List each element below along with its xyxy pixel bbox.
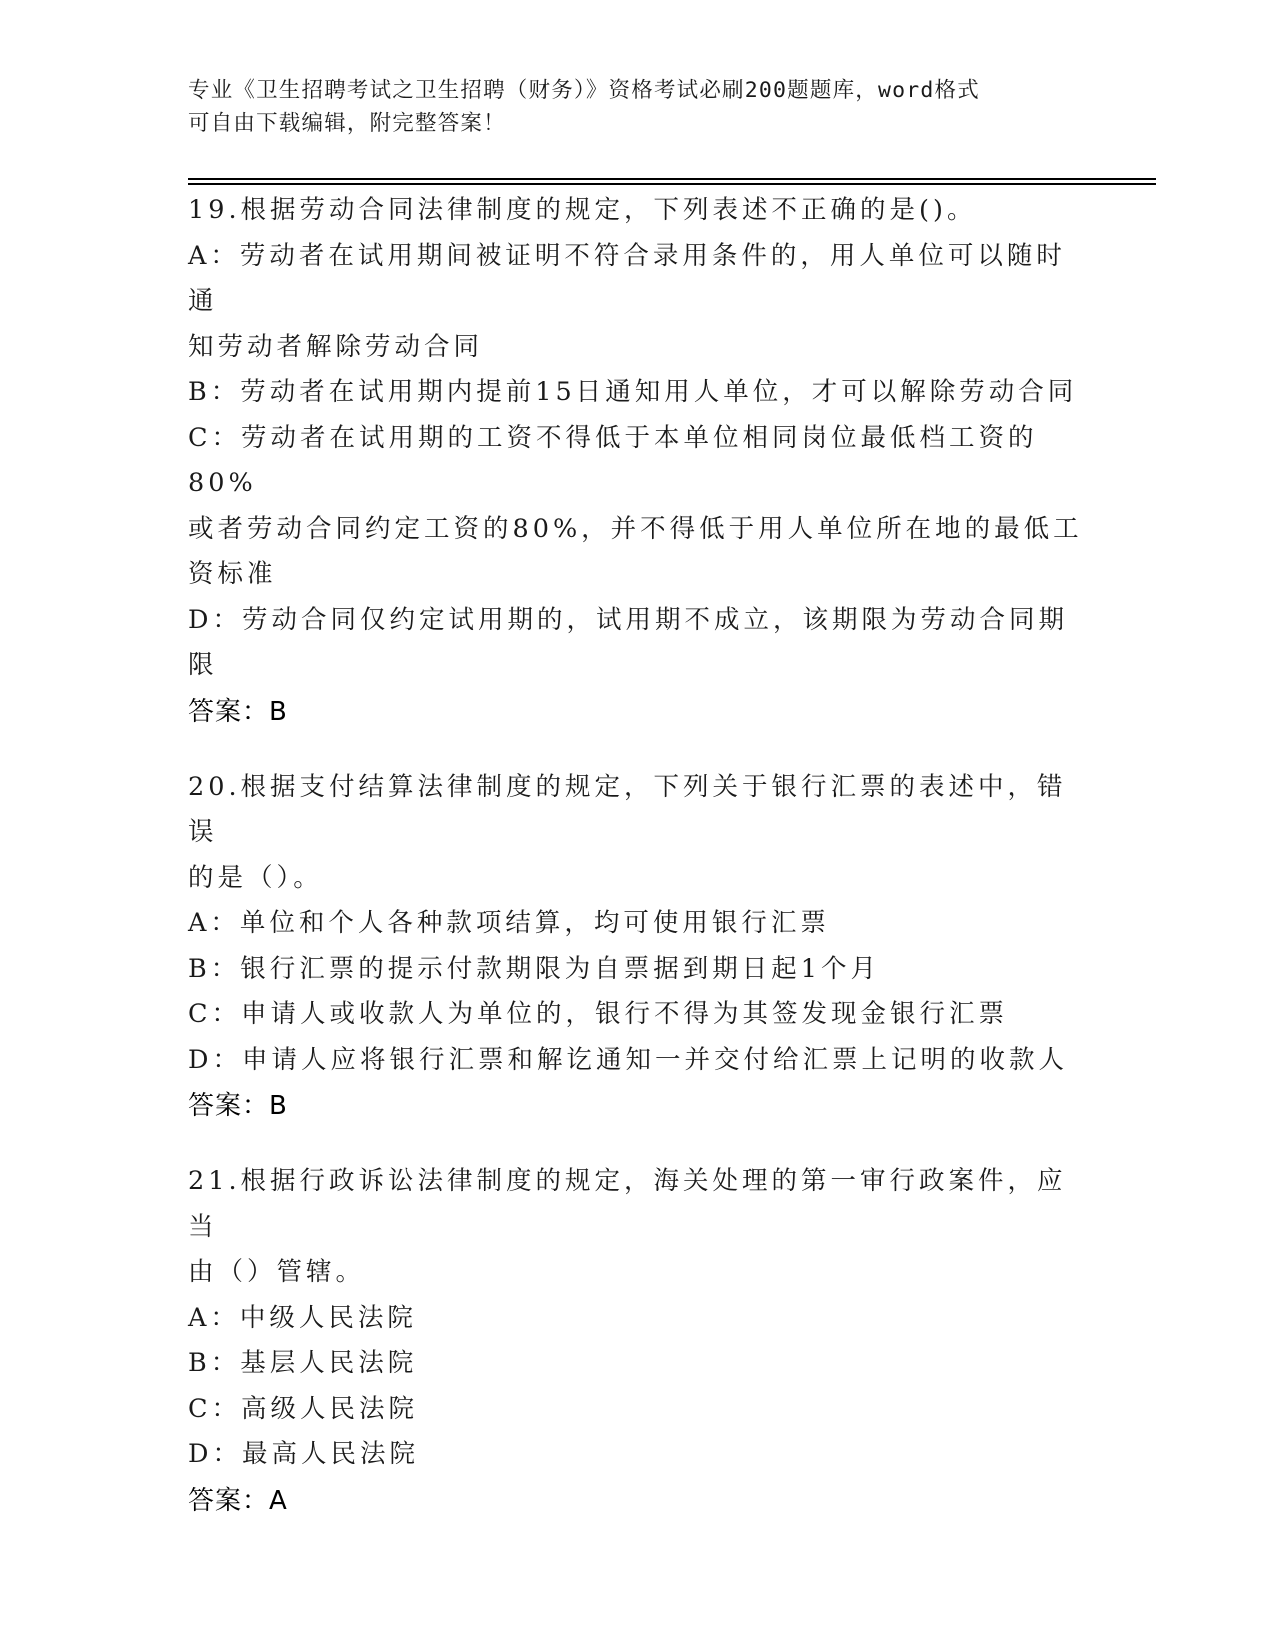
question-21	[188, 1159, 1088, 1524]
question-19	[188, 188, 1088, 735]
option-d: D：劳动合同仅约定试用期的，试用期不成立，该期限为劳动合同期限	[188, 604, 1068, 680]
option-c: C：劳动者在试用期的工资不得低于本单位相同岗位最低档工资的80% 或者劳动合同约定工资的80%，并不得低于用人单位所在地的最低工 资标准	[188, 422, 1083, 589]
option-a: A：中级人民法院	[188, 1302, 417, 1333]
option-c: C：高级人民法院	[188, 1393, 419, 1424]
answer-label: 答案：B	[188, 1091, 288, 1121]
option-b: B：劳动者在试用期内提前15日通知用人单位，才可以解除劳动合同	[188, 377, 1078, 407]
header-line-2: 可自由下载编辑，附完整答案！	[188, 111, 506, 136]
header-line-1: 专业《卫生招聘考试之卫生招聘（财务）》资格考试必刷200题题库，word格式	[188, 78, 980, 103]
option-d: D：最高人民法院	[188, 1439, 419, 1469]
question-stem: 20.根据支付结算法律制度的规定，下列关于银行汇票的表述中，错误	[188, 771, 1067, 847]
option-c: C：申请人或收款人为单位的，银行不得为其签发现金银行汇票	[188, 999, 1009, 1029]
option-b: B：基层人民法院	[188, 1348, 418, 1378]
question-stem: 21.根据行政诉讼法律制度的规定，海关处理的第一审行政案件，应当	[188, 1166, 1067, 1242]
page-header	[188, 74, 1068, 140]
answer-label: 答案：B	[188, 696, 288, 727]
question-stem-continued: 由（）管辖。	[188, 1257, 366, 1287]
answer-label: 答案：A	[188, 1485, 288, 1516]
option-a: A：单位和个人各种款项结算，均可使用银行汇票	[188, 908, 830, 938]
question-20	[188, 765, 1088, 1130]
option-b: B：银行汇票的提示付款期限为自票据到期日起1个月	[188, 953, 880, 984]
option-d: D：申请人应将银行汇票和解讫通知一并交付给汇票上记明的收款人	[188, 1044, 1068, 1075]
header-divider-bottom	[188, 183, 1156, 185]
question-list	[188, 188, 1088, 1554]
question-stem: 19.根据劳动合同法律制度的规定，下列表述不正确的是()。	[188, 195, 977, 225]
question-stem-continued: 的是（）。	[188, 862, 323, 893]
header-divider-top	[188, 178, 1156, 180]
option-a: A：劳动者在试用期间被证明不符合录用条件的，用人单位可以随时通 知劳动者解除劳动合同	[188, 240, 1066, 362]
